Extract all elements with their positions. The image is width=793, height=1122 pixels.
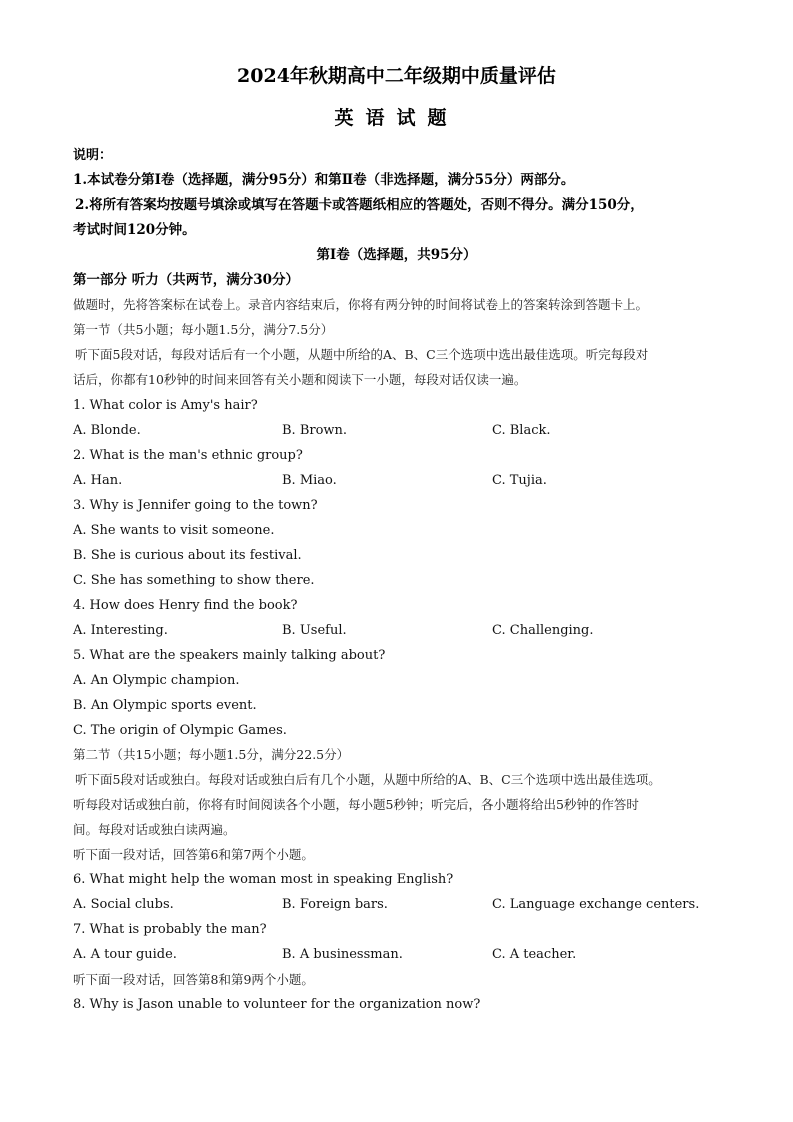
q2-option-c: C. Tujia. — [492, 473, 547, 488]
q7-option-a: A. A tour guide. — [73, 947, 177, 962]
q5-option-b: B. An Olympic sports event. — [73, 698, 257, 713]
q2-option-b: B. Miao. — [282, 473, 337, 488]
q6-option-c: C. Language exchange centers. — [492, 897, 700, 912]
q3-stem: 3. Why is Jennifer going to the town? — [73, 498, 318, 513]
q3-option-c: C. She has something to show there. — [73, 573, 315, 588]
exam-subtitle: 英语试题 — [334, 107, 459, 129]
q4-option-c: C. Challenging. — [492, 623, 594, 638]
q8-stem: 8. Why is Jason unable to volunteer for the organization now? — [73, 997, 481, 1012]
dialog-6-7-instruction: 听下面一段对话，回答第6和第7两个小题。 — [73, 847, 314, 862]
q5-stem: 5. What are the speakers mainly talking about? — [73, 648, 386, 663]
q4-option-a: A. Interesting. — [73, 623, 168, 638]
q2-stem: 2. What is the man's ethnic group? — [73, 448, 303, 463]
q1-option-a: A. Blonde. — [73, 423, 141, 438]
q7-stem: 7. What is probably the man? — [73, 922, 267, 937]
notes-label: 说明： — [73, 148, 113, 163]
section-1-intro-b: 话后，你都有10秒钟的时间来回答有关小题和阅读下一小题，每段对话仅读一遍。 — [73, 372, 527, 387]
q2-option-a: A. Han. — [73, 473, 123, 488]
q5-option-c: C. The origin of Olympic Games. — [73, 723, 287, 738]
section-2-intro-a: 听下面5段对话或独白。每段对话或独白后有几个小题，从题中所给的A、B、C三个选项中选出最佳选项。 — [75, 772, 661, 787]
notes-line-2a: 2.将所有答案均按题号填涂或填写在答题卡或答题纸相应的答题处，否则不得分。满分150分， — [75, 197, 644, 213]
q7-option-b: B. A businessman. — [282, 947, 403, 962]
q4-stem: 4. How does Henry find the book? — [73, 598, 298, 613]
section-2-intro-b: 听每段对话或独白前，你将有时间阅读各个小题，每小题5秒钟；听完后，各小题将给出5秒钟的作答时 — [73, 797, 639, 812]
q3-option-a: A. She wants to visit someone. — [73, 523, 275, 538]
q4-option-b: B. Useful. — [282, 623, 347, 638]
exam-title: 2024年秋期高中二年级期中质量评估 — [237, 65, 556, 87]
q1-option-c: C. Black. — [492, 423, 551, 438]
part-1-intro: 做题时，先将答案标在试卷上。录音内容结束后，你将有两分钟的时间将试卷上的答案转涂到答题卡上。 — [73, 297, 649, 312]
q6-option-b: B. Foreign bars. — [282, 897, 388, 912]
q1-stem: 1. What color is Amy's hair? — [73, 398, 258, 413]
section-2-heading: 第二节（共15小题；每小题1.5分，满分22.5分） — [73, 747, 350, 762]
q7-option-c: C. A teacher. — [492, 947, 577, 962]
q6-option-a: A. Social clubs. — [73, 897, 174, 912]
q1-option-b: B. Brown. — [282, 423, 348, 438]
q5-option-a: A. An Olympic champion. — [73, 673, 240, 688]
section-1-intro-a: 听下面5段对话，每段对话后有一个小题，从题中所给的A、B、C三个选项中选出最佳选项。听完每段对 — [75, 347, 649, 362]
section-2-intro-c: 间。每段对话或独白读两遍。 — [73, 822, 236, 837]
q6-stem: 6. What might help the woman most in speaking English? — [73, 872, 454, 887]
part-1-heading: 第一部分 听力（共两节，满分30分） — [73, 272, 299, 288]
dialog-8-9-instruction: 听下面一段对话，回答第8和第9两个小题。 — [73, 972, 314, 987]
notes-line-2b: 考试时间120分钟。 — [73, 222, 196, 238]
notes-line-1: 1.本试卷分第Ⅰ卷（选择题，满分95分）和第Ⅱ卷（非选择题，满分55分）两部分。 — [73, 172, 575, 188]
q3-option-b: B. She is curious about its festival. — [73, 548, 302, 563]
volume-1-heading: 第Ⅰ卷（选择题，共95分） — [316, 247, 477, 263]
section-1-heading: 第一节（共5小题；每小题1.5分，满分7.5分） — [73, 322, 334, 337]
